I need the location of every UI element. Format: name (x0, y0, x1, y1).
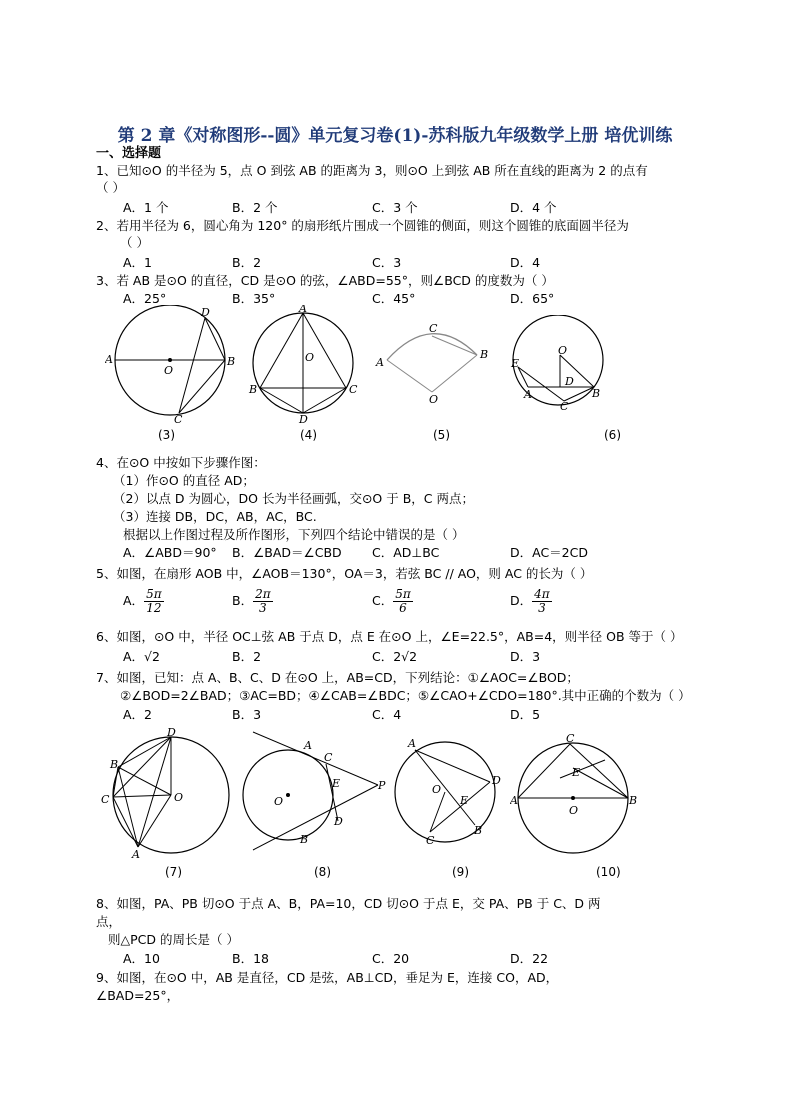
fig9-label-d: D (492, 774, 501, 787)
q5-option-a-label: A． (123, 593, 145, 608)
fig3-label-a: A (105, 353, 113, 366)
section-heading: 一、选择题 (96, 146, 162, 161)
caption-8: (8) (314, 865, 331, 879)
q7-option-c: C．4 (372, 707, 402, 722)
fig10-label-b: B (629, 794, 638, 807)
q8-text-2: 点， (96, 914, 122, 929)
fig9-label-o: O (432, 783, 442, 796)
q2-option-d: D．4 (510, 255, 541, 270)
fig6-label-c: C (560, 400, 569, 410)
fig7-label-o: O (174, 791, 184, 804)
fig9-label-a: A (408, 737, 416, 750)
fig4-label-a: A (299, 305, 307, 315)
q6-option-a: A．√2 (123, 649, 160, 664)
fig4-label-o: O (305, 351, 315, 364)
q1-option-d: D．4 个 (510, 200, 557, 215)
fig5-label-b: B (480, 348, 489, 361)
q2-text: 2、若用半径为 6，圆心角为 120° 的扇形纸片围成一个圆锥的侧面，则这个圆锥的底面圆半径为 (96, 218, 629, 233)
q6-text: 6、如图，⊙O 中，半径 OC⊥弦 AB 于点 D，点 E 在⊙O 上，∠E=22.5°，AB=4，则半径 OB 等于（ ） (96, 629, 683, 644)
figure-10 (510, 730, 640, 855)
fig9-label-e: E (460, 794, 469, 807)
q7-text: 7、如图，已知：点 A、B、C、D 在⊙O 上，AB=CD，下列结论：①∠AOC=∠BOD； (96, 670, 579, 685)
q5-option-b-label: B． (232, 593, 254, 608)
fig7-label-d: D (167, 726, 176, 739)
fig5-label-a: A (376, 356, 384, 369)
fig3-label-d: D (201, 306, 210, 319)
fig8-label-e: E (332, 777, 341, 790)
q8-text-3: 则△PCD 的周长是（ ） (108, 932, 239, 947)
q4-option-c: C．AD⊥BC (372, 545, 440, 560)
q8-option-a: A．10 (123, 951, 160, 966)
q4-step-2: （2）以点 D 为圆心，DO 长为半径画弧，交⊙O 于 B，C 两点； (113, 491, 474, 506)
q8-option-b: B．18 (232, 951, 269, 966)
fig4-label-c: C (349, 383, 358, 396)
q1-answer-blank: （ ） (96, 180, 125, 195)
q6-option-c: C．2√2 (372, 649, 418, 664)
q1-text: 1、已知⊙O 的半径为 5，点 O 到弦 AB 的距离为 3，则⊙O 上到弦 AB 所在直线的距离为 2 的点有 (96, 163, 648, 178)
q1-option-a: A．1 个 (123, 200, 169, 215)
q5-option-d-den: 3 (538, 601, 546, 615)
fig8-label-c: C (324, 751, 333, 764)
q5-option-a-num: 5π (146, 587, 162, 601)
fig3-label-b: B (227, 355, 236, 368)
fig6-label-d: D (565, 375, 574, 388)
fig5-label-o: O (429, 393, 439, 405)
q5-option-c-label: C． (372, 593, 394, 608)
q1-option-c: C．3 个 (372, 200, 418, 215)
fig7-label-c: C (101, 793, 110, 806)
caption-5: (5) (433, 428, 450, 442)
fig6-label-o: O (558, 344, 568, 357)
caption-3: (3) (158, 428, 175, 442)
q7-option-d: D．5 (510, 707, 541, 722)
q4-option-a: A．∠ABD＝90° (123, 545, 217, 560)
q3-option-c: C．45° (372, 291, 416, 306)
fig4-label-b: B (249, 383, 258, 396)
q3-option-d: D．65° (510, 291, 555, 306)
fig8-label-b: B (300, 833, 309, 846)
q6-option-d: D．3 (510, 649, 541, 664)
caption-9: (9) (452, 865, 469, 879)
fig10-label-c: C (566, 732, 575, 745)
q7-text-2: ②∠BOD=2∠BAD；③AC=BD；④∠CAB=∠BDC；⑤∠CAO+∠CDO=180°.其中正确的个数为（ ） (120, 688, 691, 703)
q7-option-b: B．3 (232, 707, 262, 722)
q2-option-b: B．2 (232, 255, 262, 270)
fig8-label-a: A (304, 739, 312, 752)
q3-text: 3、若 AB 是⊙O 的直径，CD 是⊙O 的弦，∠ABD=55°，则∠BCD 的度数为（ ） (96, 273, 554, 288)
q8-text: 8、如图，PA、PB 切⊙O 于点 A、B，PA=10，CD 切⊙O 于点 E，交 PA、PB 于 C、D 两 (96, 896, 601, 911)
q5-option-d-label: D． (510, 593, 533, 608)
fig6-label-e: E (511, 357, 520, 370)
figure-8 (238, 725, 388, 860)
q9-text-2: ∠BAD=25°， (96, 988, 180, 1003)
fig4-label-d: D (299, 413, 308, 425)
q5-option-a-den: 12 (146, 601, 162, 615)
figure-9 (390, 730, 510, 855)
fig7-label-a: A (132, 848, 140, 860)
q5-option-c (372, 588, 413, 615)
caption-4: (4) (300, 428, 317, 442)
q3-option-a: A．25° (123, 291, 167, 306)
q7-option-a: A．2 (123, 707, 153, 722)
q5-option-d-num: 4π (534, 587, 550, 601)
fig10-label-a: A (510, 794, 518, 807)
fig8-label-p: P (378, 779, 386, 792)
q4-prompt: 根据以上作图过程及所作图形，下列四个结论中错误的是（ ） (123, 527, 465, 542)
q5-option-b (232, 588, 273, 615)
q4-step-1: （1）作⊙O 的直径 AD； (113, 473, 255, 488)
q4-text: 4、在⊙O 中按如下步骤作图： (96, 455, 266, 470)
q2-option-c: C．3 (372, 255, 402, 270)
fig3-label-c: C (174, 413, 183, 425)
q8-option-d: D．22 (510, 951, 549, 966)
q5-text: 5、如图，在扇形 AOB 中，∠AOB＝130°，OA＝3，若弦 BC // AO，则 AC 的长为（ ） (96, 566, 593, 581)
fig7-label-b: B (110, 758, 119, 771)
q4-step-3: （3）连接 DB，DC，AB，AC，BC. (113, 509, 317, 524)
figure-7 (96, 725, 236, 860)
q5-option-c-den: 6 (399, 601, 407, 615)
q5-option-b-den: 3 (259, 601, 267, 615)
fig6-label-a: A (524, 388, 532, 401)
q6-option-b: B．2 (232, 649, 262, 664)
q9-text: 9、如图，在⊙O 中，AB 是直径，CD 是弦，AB⊥CD，垂足为 E，连接 CO，AD， (96, 970, 559, 985)
fig9-label-b: B (474, 824, 483, 837)
q2-option-a: A．1 (123, 255, 153, 270)
fig9-label-c: C (426, 834, 435, 847)
fig8-label-d: D (334, 815, 343, 828)
q8-option-c: C．20 (372, 951, 410, 966)
fig6-label-b: B (592, 387, 601, 400)
q4-option-d: D．AC＝2CD (510, 545, 588, 560)
figure-5 (372, 320, 497, 405)
q5-option-b-num: 2π (255, 587, 271, 601)
caption-6: (6) (604, 428, 621, 442)
fig8-label-o: O (274, 795, 284, 808)
q5-option-a (123, 588, 164, 615)
caption-10: (10) (596, 865, 621, 879)
q3-option-b: B．35° (232, 291, 276, 306)
fig10-label-e: E (572, 766, 581, 779)
fig5-label-c: C (429, 322, 438, 335)
caption-7: (7) (165, 865, 182, 879)
q4-option-b: B．∠BAD＝∠CBD (232, 545, 342, 560)
figure-3 (105, 305, 245, 425)
q1-option-b: B．2 个 (232, 200, 278, 215)
figure-6 (508, 315, 613, 410)
q2-answer-blank: （ ） (120, 235, 149, 250)
figure-4 (245, 305, 365, 425)
fig3-label-o: O (164, 364, 174, 377)
page-title: 第 2 章《对称图形--圆》单元复习卷(1)-苏科版九年级数学上册 培优训练 (117, 126, 673, 146)
fig10-label-o: O (569, 804, 579, 817)
q5-option-c-num: 5π (395, 587, 411, 601)
q5-option-d (510, 588, 552, 615)
